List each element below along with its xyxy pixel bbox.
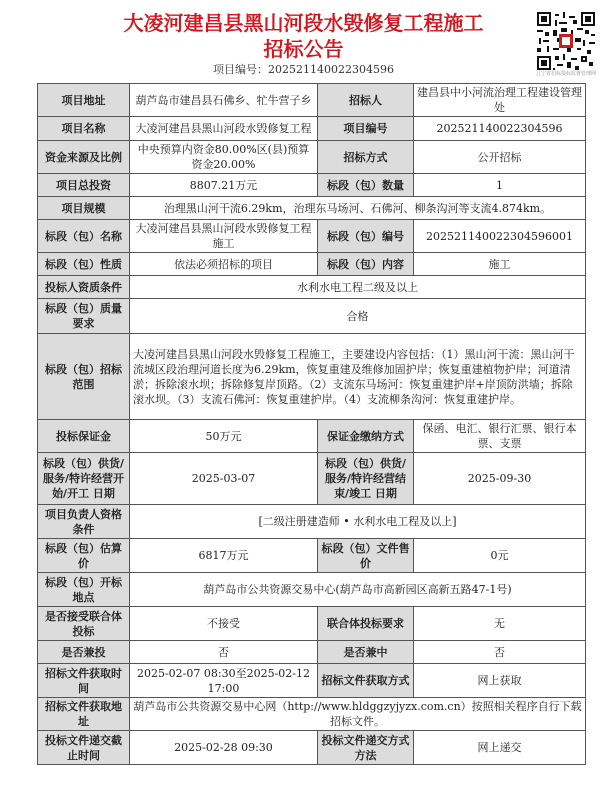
- table-row: [38, 453, 586, 505]
- table-row: [38, 276, 586, 299]
- estimate-value: 6817万元: [130, 539, 318, 573]
- table-row: [38, 641, 586, 664]
- tender-method-label: 招标方式: [318, 141, 414, 174]
- table-row: [38, 174, 586, 197]
- consortium-label: 是否接受联合体投标: [38, 607, 130, 641]
- start-time-label: 标段（包）供货/服务/特许经营开始/开工 日期: [38, 453, 130, 505]
- table-row: [38, 117, 586, 141]
- submit-method-label: 投标文件递交方式方法: [318, 731, 414, 765]
- consortium-req-value: 无: [414, 607, 586, 641]
- lot-count-label: 标段（包）数量: [318, 174, 414, 197]
- table-row: [38, 607, 586, 641]
- submit-method-value: 网上递交: [414, 731, 586, 765]
- project-scale-label: 项目规模: [38, 197, 130, 220]
- lot-scope-label: 标段（包）招标范围: [38, 334, 130, 420]
- table-row: [38, 664, 586, 698]
- lot-content-label: 标段（包）内容: [318, 253, 414, 276]
- bond-method-label: 保证金缴纳方式: [318, 420, 414, 453]
- concurrent-win-label: 是否兼中: [318, 641, 414, 664]
- doc-get-time-value: 2025-02-07 08:30至2025-02-12 17:00: [130, 664, 318, 698]
- lot-nature-value: 依法必须招标的项目: [130, 253, 318, 276]
- consortium-req-label: 联合体投标要求: [318, 607, 414, 641]
- doc-get-address-value: 葫芦岛市公共资源交易中心网（http://www.hldggzyjyzx.com.cn）按照相关程序自行下载招标文件。: [130, 698, 586, 731]
- project-location-value: 葫芦岛市建昌县石佛乡、牤牛营子乡: [130, 84, 318, 117]
- document-header: [0, 0, 607, 82]
- lot-quality-label: 标段（包）质量要求: [38, 299, 130, 334]
- tender-info-table: [37, 83, 586, 765]
- lot-nature-label: 标段（包）性质: [38, 253, 130, 276]
- qr-code-icon: [537, 12, 595, 70]
- tender-method-value: 公开招标: [414, 141, 586, 174]
- table-row: [38, 539, 586, 573]
- total-investment-label: 项目总投资: [38, 174, 130, 197]
- concurrent-bid-label: 是否兼投: [38, 641, 130, 664]
- opening-place-value: 葫芦岛市公共资源交易中心(葫芦岛市高新园区高新五路47-1号): [130, 573, 586, 607]
- lot-name-value: 大凌河建昌县黑山河段水毁修复工程施工: [130, 220, 318, 253]
- lot-quality-value: 合格: [130, 299, 586, 334]
- bidder-qualification-value: 水利水电工程二级及以上: [130, 276, 586, 299]
- consortium-value: 不接受: [130, 607, 318, 641]
- bid-bond-value: 50万元: [130, 420, 318, 453]
- lot-content-value: 施工: [414, 253, 586, 276]
- project-location-label: 项目地址: [38, 84, 130, 117]
- lot-scope-value: 大凌河建昌县黑山河段水毁修复工程施工，主要建设内容包括：（1）黑山河干流：黑山河干流城区段治理河道长度为6.29km，恢复重建及维修加固护岸；恢复重建植物护岸；河道清淤；拆除滚水坝；拆除修复岸顶路。（2）支流东马场河：恢复重建护岸+岸顶防洪墙；拆除滚水坝。（3）支流石佛河：恢复重建护岸。（4）支流柳条沟河：恢复重建护岸。: [130, 334, 586, 420]
- start-time-value: 2025-03-07: [130, 453, 318, 505]
- qr-caption: 辽宁省招标投标监督管理网: [535, 71, 596, 77]
- project-number-label: 项目编号: [318, 117, 414, 141]
- project-name-label: 项目名称: [38, 117, 130, 141]
- total-investment-value: 8807.21万元: [130, 174, 318, 197]
- submit-deadline-value: 2025-02-28 09:30: [130, 731, 318, 765]
- table-row: [38, 420, 586, 453]
- table-row: [38, 220, 586, 253]
- concurrent-win-value: 否: [414, 641, 586, 664]
- bid-bond-label: 投标保证金: [38, 420, 130, 453]
- funding-value: 中央预算内资金80.00%区(县)预算资金20.00%: [130, 141, 318, 174]
- page-title: 大凌河建昌县黑山河段水毁修复工程施工: [123, 11, 484, 35]
- end-time-label: 标段（包）供货/服务/特许经营结束/竣工 日期: [318, 453, 414, 505]
- table-row: [38, 197, 586, 220]
- table-row: [38, 698, 586, 731]
- table-row: [38, 141, 586, 174]
- tenderer-value: 建昌县中小河流治理工程建设管理处: [414, 84, 586, 117]
- lot-number-label: 标段（包）编号: [318, 220, 414, 253]
- doc-get-time-label: 招标文件获取时间: [38, 664, 130, 698]
- submit-deadline-label: 投标文件递交截止时间: [38, 731, 130, 765]
- funding-label: 资金来源及比例: [38, 141, 130, 174]
- doc-get-address-label: 招标文件获取地址: [38, 698, 130, 731]
- table-row: [38, 299, 586, 334]
- end-time-value: 2025-09-30: [414, 453, 586, 505]
- table-row: [38, 731, 586, 765]
- table-row: [38, 84, 586, 117]
- opening-place-label: 标段（包）开标地点: [38, 573, 130, 607]
- project-name-value: 大凌河建昌县黑山河段水毁修复工程: [130, 117, 318, 141]
- pm-qualification-label: 项目负责人资格条件: [38, 505, 130, 539]
- lot-number-value: 20252114002230459​6001: [414, 220, 586, 253]
- table-row: [38, 253, 586, 276]
- pm-qualification-value: [二级注册建造师 • 水利水电工程及以上]: [130, 505, 586, 539]
- concurrent-bid-value: 否: [130, 641, 318, 664]
- project-number-value: 20252114002230459​6: [414, 117, 586, 141]
- lot-name-label: 标段（包）名称: [38, 220, 130, 253]
- project-number-line: 项目编号：20252114002230459​6: [213, 63, 394, 76]
- table-row: [38, 505, 586, 539]
- project-scale-value: 治理黑山河干流6.29km，治理东马场河、石佛河、柳条沟河等支流4.874km。: [130, 197, 586, 220]
- lot-count-value: 1: [414, 174, 586, 197]
- doc-get-method-label: 招标文件获取方式: [318, 664, 414, 698]
- doc-price-label: 标段（包）文件售价: [318, 539, 414, 573]
- table-row: [38, 334, 586, 420]
- doc-get-method-value: 网上获取: [414, 664, 586, 698]
- page-subtitle: 招标公告: [263, 37, 344, 61]
- bond-method-value: 保函、电汇、银行汇票、银行本票、支票: [414, 420, 586, 453]
- table-row: [38, 573, 586, 607]
- tenderer-label: 招标人: [318, 84, 414, 117]
- bidder-qualification-label: 投标人资质条件: [38, 276, 130, 299]
- doc-price-value: 0元: [414, 539, 586, 573]
- estimate-label: 标段（包）估算价: [38, 539, 130, 573]
